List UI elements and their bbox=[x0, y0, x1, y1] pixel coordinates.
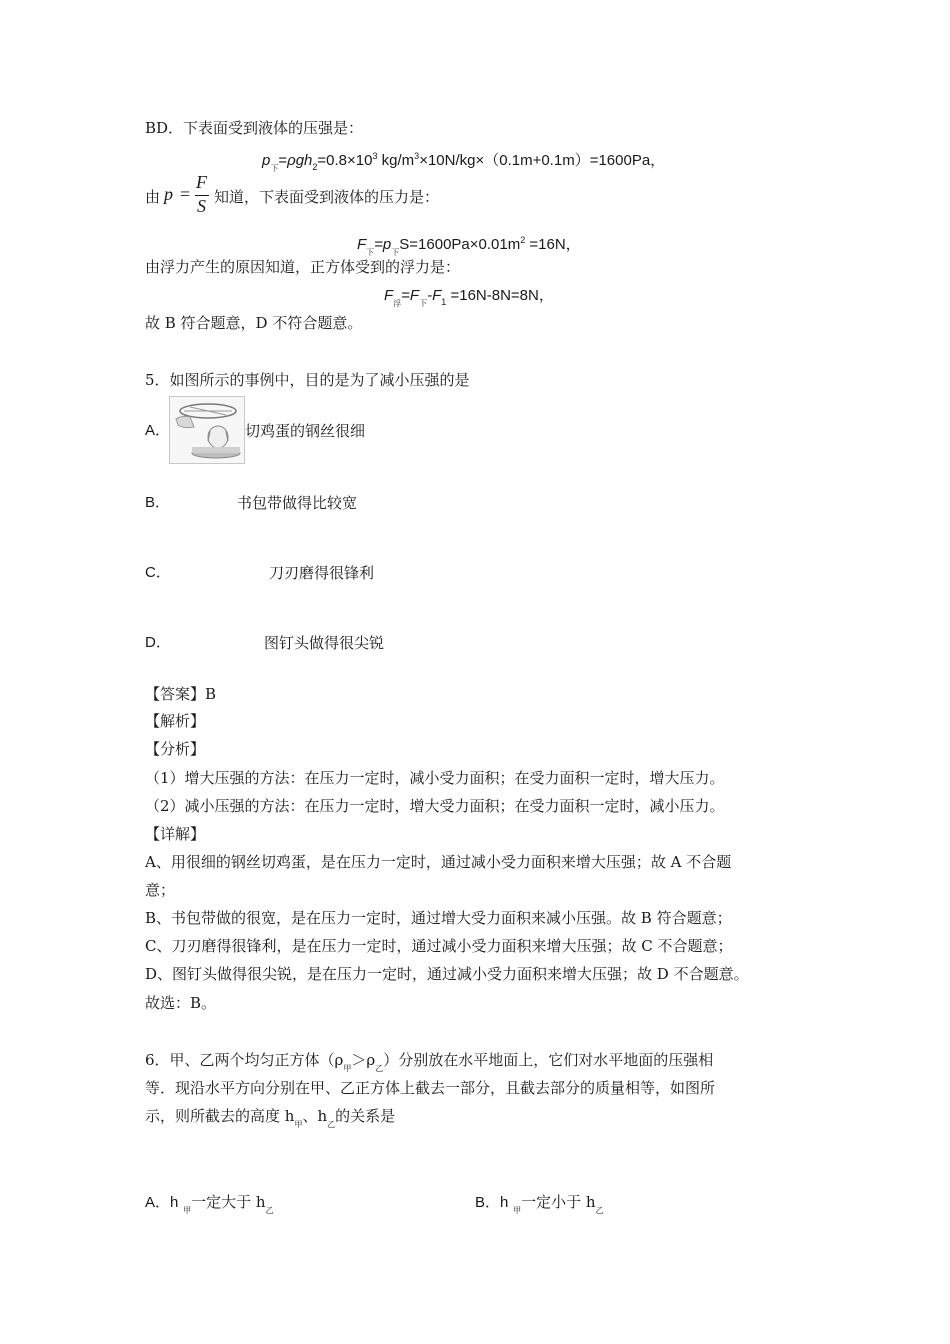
q6-option-a: A．h $_甲$一定大于 $h_乙$ bbox=[145, 1193, 274, 1215]
egg-slicer-icon bbox=[170, 397, 244, 463]
q5-option-d-letter: D． bbox=[145, 634, 171, 651]
q5-jiexi: 【解析】 bbox=[145, 712, 206, 730]
q5-detail-b: B、书包带做的很宽，是在压力一定时，通过增大受力面积来减小压强。故 B 符合题意； bbox=[145, 909, 732, 927]
egg-slicer-image bbox=[169, 396, 245, 464]
q6-stem-line3: 示，则所截去的高度 $h_甲$、$h_乙$的关系是 bbox=[145, 1107, 396, 1129]
equation-buoyancy: $F_浮=F_下-F_1 =16N-8N=8N$， bbox=[384, 287, 554, 308]
q5-detail-a: A、用很细的钢丝切鸡蛋，是在压力一定时，通过减小受力面积来增大压强；故 A 不合题 bbox=[145, 853, 732, 871]
q6-stem-line2: 等．现沿水平方向分别在甲、乙正方体上截去一部分，且截去部分的质量相等，如图所 bbox=[145, 1079, 716, 1097]
q5-option-b-letter: B． bbox=[145, 494, 171, 511]
q5-option-a-letter: A． bbox=[145, 422, 171, 439]
q5-option-b-text: 书包带做得比较宽 bbox=[237, 494, 358, 512]
q5-fenxi: 【分析】 bbox=[145, 740, 206, 758]
q6-stem-line1: 6．甲、乙两个均匀正方体$(\rho_甲>\rho_乙)$分别放在水平地面上，它们对水平地面的压强相 bbox=[145, 1051, 714, 1073]
q5-detail-a-cont: 意； bbox=[145, 881, 176, 899]
q5-detail-c: C、刀刃磨得很锋利，是在压力一定时，通过减小受力面积来增大压强；故 C 不合题意； bbox=[145, 937, 733, 955]
equation-pressure: $p_下=\rho gh_2=0.8\times 10^3$ $kg/m^3\times 10N/kg\times(0.1m+0.1m)=1600Pa$， bbox=[262, 151, 666, 173]
q5-option-c-text: 刀刃磨得很锋利 bbox=[269, 564, 375, 582]
q5-option-d-text: 图钉头做得很尖锐 bbox=[264, 634, 385, 652]
buoyancy-line: 由浮力产生的原因知道，正方体受到的浮力是： bbox=[145, 258, 461, 276]
q4-conclusion: 故 B 符合题意，D 不符合题意。 bbox=[145, 314, 363, 332]
q5-stem: 5．如图所示的事例中，目的是为了减小压强的是 bbox=[145, 371, 470, 389]
q5-choose: 故选：B。 bbox=[145, 994, 217, 1012]
q5-option-c-letter: C． bbox=[145, 564, 171, 581]
q6-option-b: B．h $_甲$一定小于 $h_乙$ bbox=[475, 1193, 604, 1215]
q5-answer: 【答案】B bbox=[145, 685, 217, 703]
q5-analysis-1: （1）增大压强的方法：在压力一定时，减小受力面积；在受力面积一定时，增大压力。 bbox=[145, 769, 725, 787]
q5-xiangjie: 【详解】 bbox=[145, 825, 206, 843]
bd-heading: BD．下表面受到液体的压强是： bbox=[145, 119, 364, 137]
q5-option-a-text: 切鸡蛋的钢丝很细 bbox=[245, 422, 366, 440]
equation-force: $F_下=p_下S=1600Pa\times 0.01m^2 =16N$， bbox=[357, 235, 581, 257]
q5-analysis-2: （2）减小压强的方法：在压力一定时，增大受力面积；在受力面积一定时，减小压力。 bbox=[145, 797, 725, 815]
q5-detail-d: D、图钉头做得很尖锐，是在压力一定时，通过减小受力面积来增大压强；故 D 不合题意。 bbox=[145, 965, 749, 983]
